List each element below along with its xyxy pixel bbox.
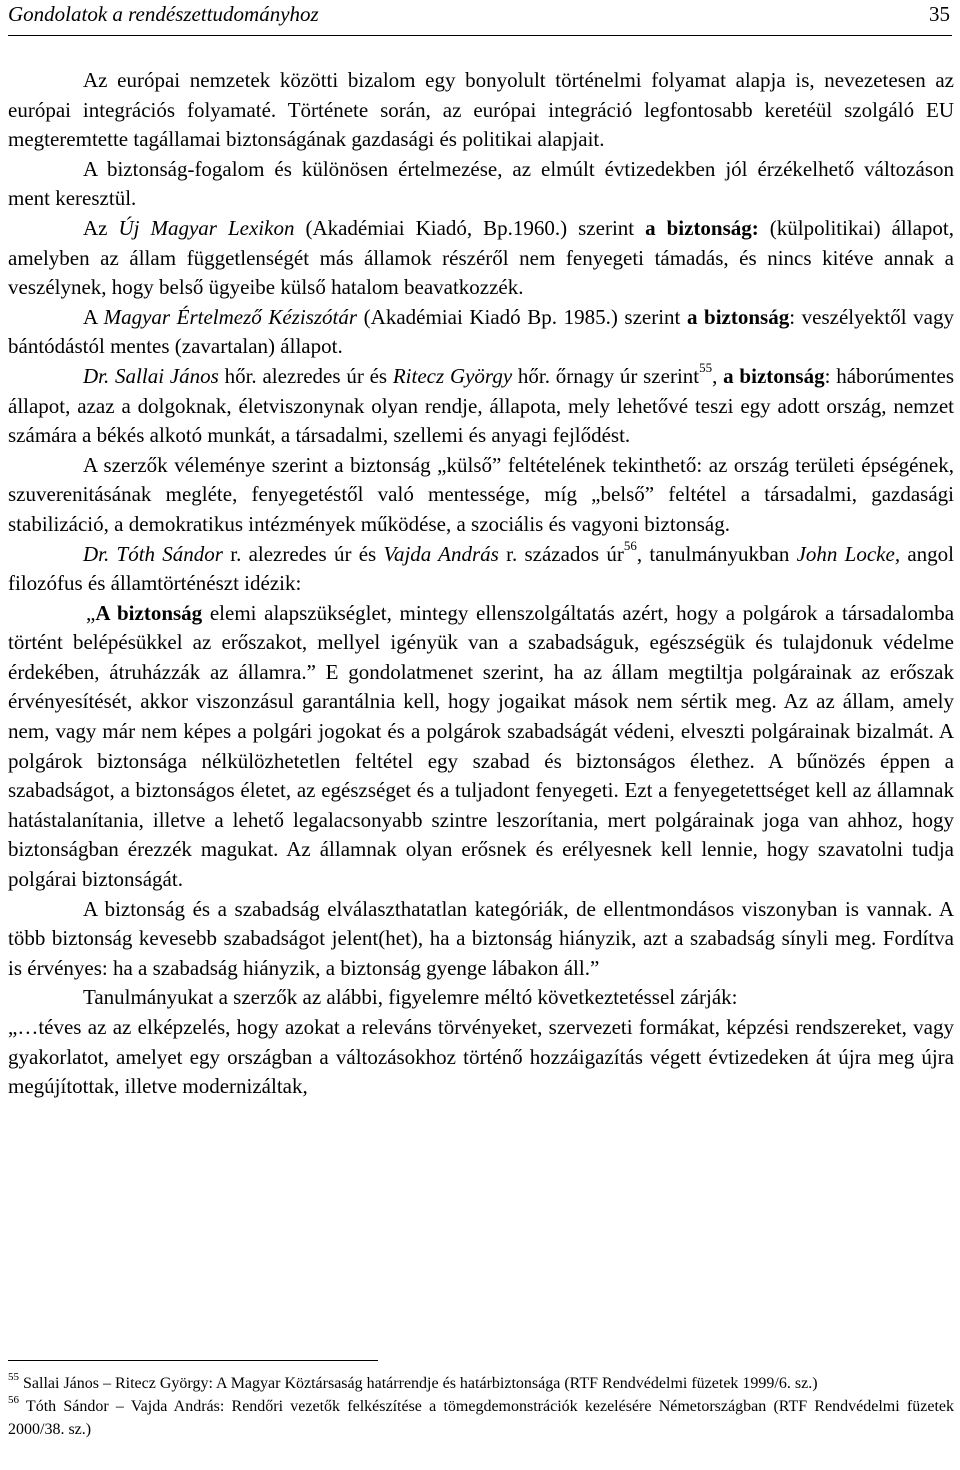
text-run: hőr. alezredes úr és xyxy=(218,363,393,388)
header-rule xyxy=(8,35,952,36)
running-title: Gondolatok a rendészettudományhoz xyxy=(8,2,319,26)
author-name: Dr. Sallai János xyxy=(83,363,219,388)
text-run: Az xyxy=(83,215,119,240)
footnote-text: Tóth Sándor – Vajda András: Rendőri vezetők felkészítése a tömegdemonstrációk kezelésére Németországban (RTF Rendvédelmi füzetek 2000/38. sz.) xyxy=(8,1398,954,1438)
paragraph-6: A szerzők véleménye szerint a biztonság „külső” feltételének tekinthető: az ország területi épségének, szuverenitásának megléte, fenyegetéstől való mentessége, míg „belső” feltétel a társadalmi, gazdasági stabilizáció, a demokratikus intézmények működése, a szociális és vagyoni biztonság. xyxy=(8,452,954,536)
paragraph-9: A biztonság és a szabadság elválaszthatatlan kategóriák, de ellentmondásos viszonyban is vannak. A több biztonság kevesebb szabadságot jelent(het), ha a biztonság hiányzik, azt a szabadság sínyli meg. Fordítva is érvényes: ha a szabadság hiányzik, a biztonság gyenge lábakon áll.” xyxy=(8,896,954,980)
text-run: r. alezredes úr és xyxy=(222,541,384,566)
body-text xyxy=(8,66,954,1102)
page-number: 35 xyxy=(929,2,950,26)
footnote xyxy=(8,1372,954,1395)
footnotes xyxy=(8,1372,954,1441)
paragraph-3 xyxy=(8,214,954,303)
text-run: A xyxy=(83,304,104,329)
text-run: (Akadémiai Kiadó Bp. 1985.) szerint xyxy=(357,304,687,329)
footnote-ref[interactable]: 55 xyxy=(699,359,713,375)
footnote xyxy=(8,1395,954,1441)
paragraph-10: Tanulmányukat a szerzők az alábbi, figyelemre méltó következtetéssel zárják: xyxy=(83,985,738,1010)
footnote-rule xyxy=(8,1360,378,1361)
footnote-number: 55 xyxy=(8,1370,19,1383)
definition-term: a biztonság xyxy=(686,304,790,329)
quote-paragraph xyxy=(8,599,954,895)
paragraph-2: A biztonság-fogalom és különösen értelmezése, az elmúlt évtizedekben jól érzékelhető változáson ment keresztül. xyxy=(8,156,954,211)
paragraph-11: „…téves az az elképzelés, hogy azokat a releváns törvényeket, szervezeti formákat, képzési rendszereket, vagy gyakorlatot, amelyet egy országban a változásokhoz történő hozzáigazítás végett évtizedeken át újra meg újra megújítottak, illetve modernizáltak, xyxy=(8,1015,954,1099)
author-name: John Locke, xyxy=(796,541,901,566)
text-run: „ xyxy=(86,600,96,625)
paragraph-7 xyxy=(8,537,954,599)
definition-term: a biztonság xyxy=(723,363,825,388)
text-run: (külpolitikai) állapot, amelyben az állam függetlenségét más államok részéről nem fenyegeti támadás, és nincs kitéve annak a veszélynek, hogy belső ügyeibe külső hatalom beavatkozzék. xyxy=(8,215,954,300)
footnote-text: Sallai János – Ritecz György: A Magyar Köztársaság határrendje és határbiztonsága (RTF Rendvédelmi füzetek 1999/6. sz.) xyxy=(19,1375,818,1392)
text-run: r. százados úr xyxy=(498,541,624,566)
text-run: , xyxy=(712,363,724,388)
footnote-number: 56 xyxy=(8,1393,19,1406)
paragraph-5 xyxy=(8,359,955,451)
book-title: Magyar Értelmező Kéziszótár xyxy=(103,304,358,329)
footnote-ref[interactable]: 56 xyxy=(623,537,637,553)
text-run: hőr. őrnagy úr szerint xyxy=(512,363,700,388)
author-name: Ritecz György xyxy=(392,363,513,388)
running-header xyxy=(8,0,952,36)
text-run: elemi alapszükséglet, mintegy ellenszolgáltatás azért, hogy a polgárok a társadalomba történt belépésükkel az erőszakot, mellyel igényük van a szabadságuk, egészségük és tulajdonuk védelme érdekében, átruházzák az államra.” E gondolatmenet szerint, ha az állam megtiltja polgárainak az erőszak érvényesítését, akkor viszonzásul garantálnia kell, hogy jogaikat mások nem sértik meg. Az az állam, amely nem, vagy már nem képes a polgári jogokat és a polgárok szabadságát védeni, elveszti polgárainak bizalmát. A polgárok biztonsága nélkülözhetetlen feltétel egy szabad és biztonságos élethez. A bűnözés éppen a szabadságot, a biztonságos életet, az egészséget és a tuljadont fenyegeti. Ezt a fenyegetettséget kell az államnak hatástalanítania, illetve a lehető legalacsonyabb szintre leszorítania, mert polgárainak joga van ahhoz, hogy biztonságban érezzék magukat. Az államnak olyan erősnek és erélyesnek kell lennie, hogy szavatolni tudja polgárai biztonságát. xyxy=(8,600,955,892)
paragraph-4 xyxy=(8,303,954,362)
text-run: : veszélyektől vagy bántódástól mentes (zavartalan) állapot. xyxy=(8,304,955,359)
text-run: (Akadémiai Kiadó, Bp.1960.) szerint xyxy=(294,215,646,240)
text-run: angol filozófus és államtörténészt idézik: xyxy=(8,541,954,596)
book-title: Új Magyar Lexikon xyxy=(118,215,295,240)
text-run: , tanulmányukban xyxy=(636,541,797,566)
definition-term: a biztonság: xyxy=(645,215,759,240)
author-name: Dr. Tóth Sándor xyxy=(83,541,223,566)
definition-term: A biztonság xyxy=(95,600,203,625)
paragraph-1: Az európai nemzetek közötti bizalom egy bonyolult történelmi folyamat alapja is, nevezetesen az európai integrációs folyamaté. Története során, az európai integráció legfontosabb keretéül szolgáló EU megteremtette tagállamai biztonságának gazdasági és politikai alapjait. xyxy=(8,68,954,152)
text-run: : háborúmentes állapot, azaz a dolgoknak, életviszonynak olyan rendje, állapota, mely lehetővé teszi egy adott ország, nemzet számára a békés alkotó munkát, a társadalmi, szellemi és anyagi fejlődést. xyxy=(8,363,955,448)
author-name: Vajda András xyxy=(383,541,499,566)
